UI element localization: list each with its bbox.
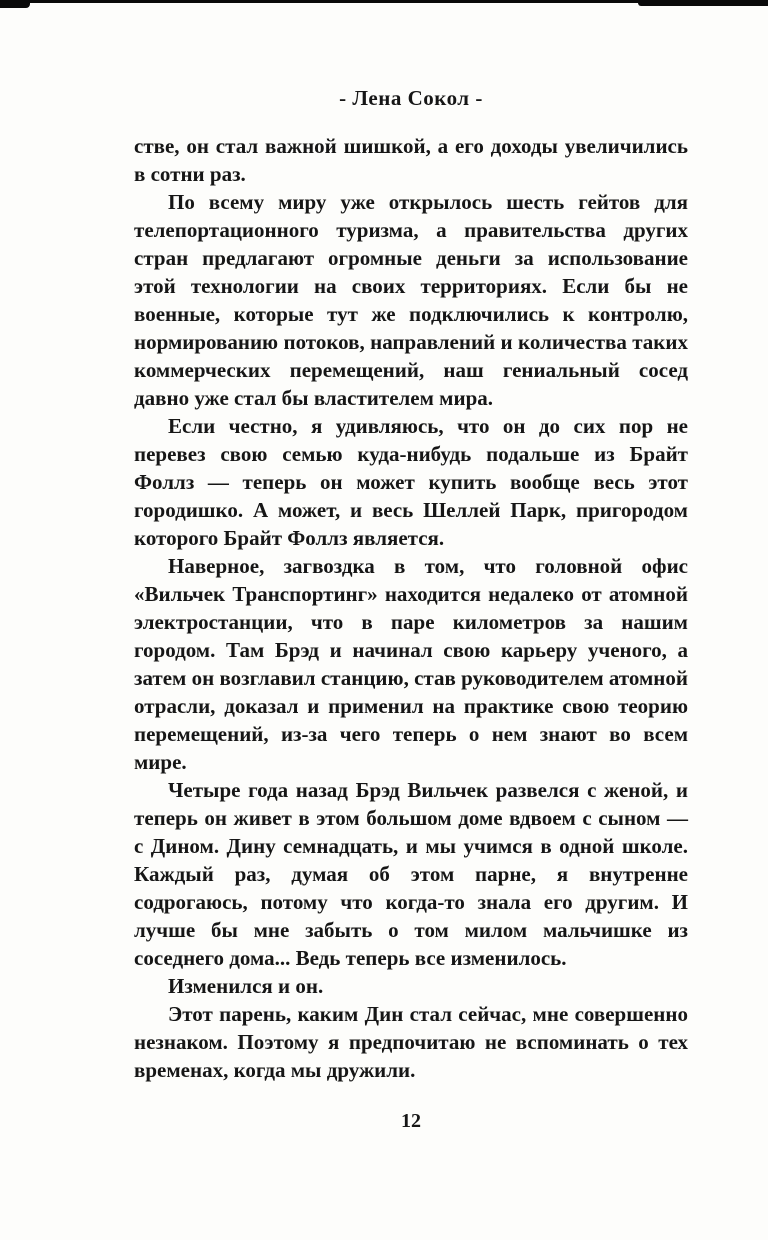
paragraph: стве, он стал важной шишкой, а его доходы увеличились в сотни раз. — [134, 134, 688, 186]
paragraph: Если честно, я удивляюсь, что он до сих пор не перевез свою семью куда-нибудь подальше из Брайт Фоллз — теперь он может купить вообще весь этот городишко. А может, и весь Шеллей Парк, пригородом которого Брайт Фоллз является. — [134, 414, 688, 550]
page-number: 12 — [401, 1110, 421, 1132]
paragraph: Изменился и он. — [168, 974, 324, 998]
paragraph: Этот парень, каким Дин стал сейчас, мне совершенно незнаком. Поэтому я предпочитаю не вспоминать о тех временах, когда мы дружили. — [134, 1002, 688, 1082]
paragraph: По всему миру уже открылось шесть гейтов для телепортационного туризма, а правительства других стран предлагают огромные деньги за использование этой технологии на своих территориях. Если бы не военные, которые тут же подключились к контролю, нормированию потоков, направлений и количества таких коммерческих перемещений, наш гениальный сосед давно уже стал бы властителем мира. — [134, 190, 688, 410]
paragraph: Наверное, загвоздка в том, что головной офис «Вильчек Транспортинг» находится недалеко от атомной электростанции, что в паре километров за нашим городом. Там Брэд и начинал свою карьеру ученого, а затем он возглавил станцию, став руководителем атомной отрасли, доказал и применил на практике свою теорию перемещений, из-за чего теперь о нем знают во всем мире. — [134, 554, 688, 774]
paragraph: Четыре года назад Брэд Вильчек развелся с женой, и теперь он живет в этом большом доме вдвоем с сыном — с Дином. Дину семнадцать, и мы учимся в одной школе. Каждый раз, думая об этом парне, я внутренне содрогаюсь, потому что когда-то знала его другим. И лучше бы мне забыть о том милом мальчишке из соседнего дома... Ведь теперь все изменилось. — [134, 778, 688, 970]
running-title: - Лена Сокол - — [339, 86, 483, 110]
body-text — [134, 132, 688, 1084]
